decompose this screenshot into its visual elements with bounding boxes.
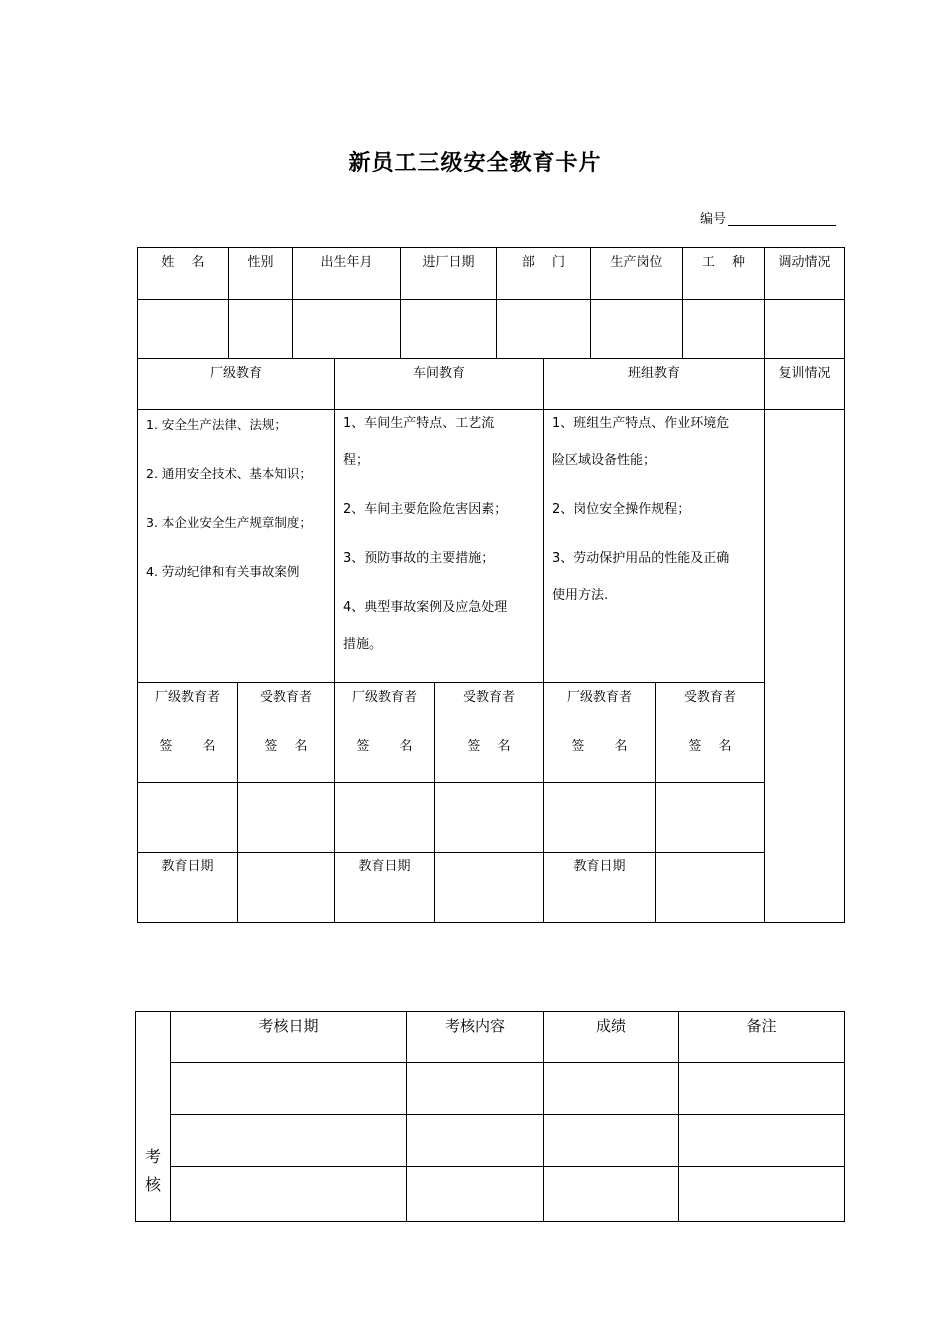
page-title: 新员工三级安全教育卡片 bbox=[348, 151, 602, 176]
header-entry-date: 进厂日期 bbox=[422, 255, 475, 270]
list-item: 1、车间生产特点、工艺流 bbox=[343, 416, 495, 431]
label-sign: 签 名 bbox=[356, 739, 413, 754]
edu-date-cell[interactable] bbox=[435, 853, 543, 922]
exam-side-label bbox=[136, 1143, 170, 1199]
header-factory-edu: 厂级教育 bbox=[209, 366, 262, 381]
list-item: 2、车间主要危险危害因素； bbox=[343, 502, 508, 517]
cell-birth[interactable] bbox=[293, 300, 400, 358]
list-item: 程； bbox=[343, 453, 370, 468]
label-educatee: 受教育者 bbox=[259, 690, 312, 705]
signature-cell[interactable] bbox=[138, 783, 237, 852]
list-item: 2. 通用安全技术、基本知识； bbox=[146, 466, 312, 481]
label-sign: 签 名 bbox=[467, 739, 511, 754]
list-item: 3、劳动保护用品的性能及正确 bbox=[552, 551, 730, 566]
header-retrain: 复训情况 bbox=[778, 366, 831, 381]
workshop-edu-content bbox=[343, 405, 507, 663]
cell-position[interactable] bbox=[591, 300, 682, 358]
label-edu-date: 教育日期 bbox=[358, 859, 411, 874]
label-factory-educator: 厂级教育者 bbox=[154, 690, 220, 705]
label-sign: 签 名 bbox=[571, 739, 628, 754]
list-item: 1. 安全生产法律、法规； bbox=[146, 417, 287, 432]
label-edu-date: 教育日期 bbox=[573, 859, 626, 874]
label-factory-educator: 厂级教育者 bbox=[351, 690, 417, 705]
cell-entry-date[interactable] bbox=[401, 300, 496, 358]
label-sign: 签 名 bbox=[688, 739, 732, 754]
edu-date-cell[interactable] bbox=[238, 853, 334, 922]
list-item: 3、预防事故的主要措施； bbox=[343, 551, 495, 566]
cell-transfer[interactable] bbox=[765, 300, 844, 358]
label-edu-date: 教育日期 bbox=[161, 859, 214, 874]
list-item: 4、典型事故案例及应急处理 bbox=[343, 600, 508, 615]
edu-date-cell[interactable] bbox=[656, 853, 764, 922]
label-educatee: 受教育者 bbox=[462, 690, 515, 705]
label-sign: 签 名 bbox=[159, 739, 216, 754]
list-item: 措施。 bbox=[343, 637, 383, 652]
header-team-edu: 班组教育 bbox=[627, 366, 680, 381]
list-item: 3. 本企业安全生产规章制度； bbox=[146, 515, 312, 530]
header-workshop-edu: 车间教育 bbox=[412, 366, 465, 381]
retrain-cell[interactable] bbox=[765, 410, 844, 922]
factory-edu-content bbox=[146, 417, 312, 613]
signature-cell[interactable] bbox=[656, 783, 764, 852]
list-item: 2、岗位安全操作规程； bbox=[552, 502, 691, 517]
list-item: 使用方法. bbox=[552, 588, 609, 603]
header-position: 生产岗位 bbox=[610, 255, 663, 270]
exam-side-char: 考 bbox=[144, 1147, 161, 1166]
label-educatee: 受教育者 bbox=[683, 690, 736, 705]
team-edu-content bbox=[552, 405, 729, 614]
header-name: 姓 名 bbox=[161, 255, 205, 270]
cell-name[interactable] bbox=[138, 300, 228, 358]
list-item: 1、班组生产特点、作业环境危 bbox=[552, 416, 730, 431]
label-factory-educator: 厂级教育者 bbox=[566, 690, 632, 705]
exam-header-score: 成绩 bbox=[595, 1017, 626, 1035]
serial-label: 编号 bbox=[700, 212, 727, 227]
exam-side-char: 核 bbox=[144, 1175, 161, 1194]
cell-gender[interactable] bbox=[229, 300, 292, 358]
header-birth: 出生年月 bbox=[320, 255, 373, 270]
header-job-type: 工 种 bbox=[701, 255, 746, 270]
cell-department[interactable] bbox=[497, 300, 590, 358]
exam-header-content: 考核内容 bbox=[444, 1017, 505, 1035]
exam-header-date: 考核日期 bbox=[258, 1017, 319, 1035]
header-gender: 性别 bbox=[247, 255, 274, 270]
signature-cell[interactable] bbox=[544, 783, 655, 852]
header-department: 部 门 bbox=[521, 255, 566, 270]
signature-cell[interactable] bbox=[435, 783, 543, 852]
list-item: 险区域设备性能； bbox=[552, 453, 657, 468]
label-sign: 签 名 bbox=[264, 739, 308, 754]
list-item: 4. 劳动纪律和有关事故案例 bbox=[146, 564, 300, 579]
signature-cell[interactable] bbox=[238, 783, 334, 852]
header-transfer: 调动情况 bbox=[778, 255, 831, 270]
exam-header-remark: 备注 bbox=[746, 1017, 777, 1035]
signature-cell[interactable] bbox=[335, 783, 434, 852]
cell-job-type[interactable] bbox=[683, 300, 764, 358]
